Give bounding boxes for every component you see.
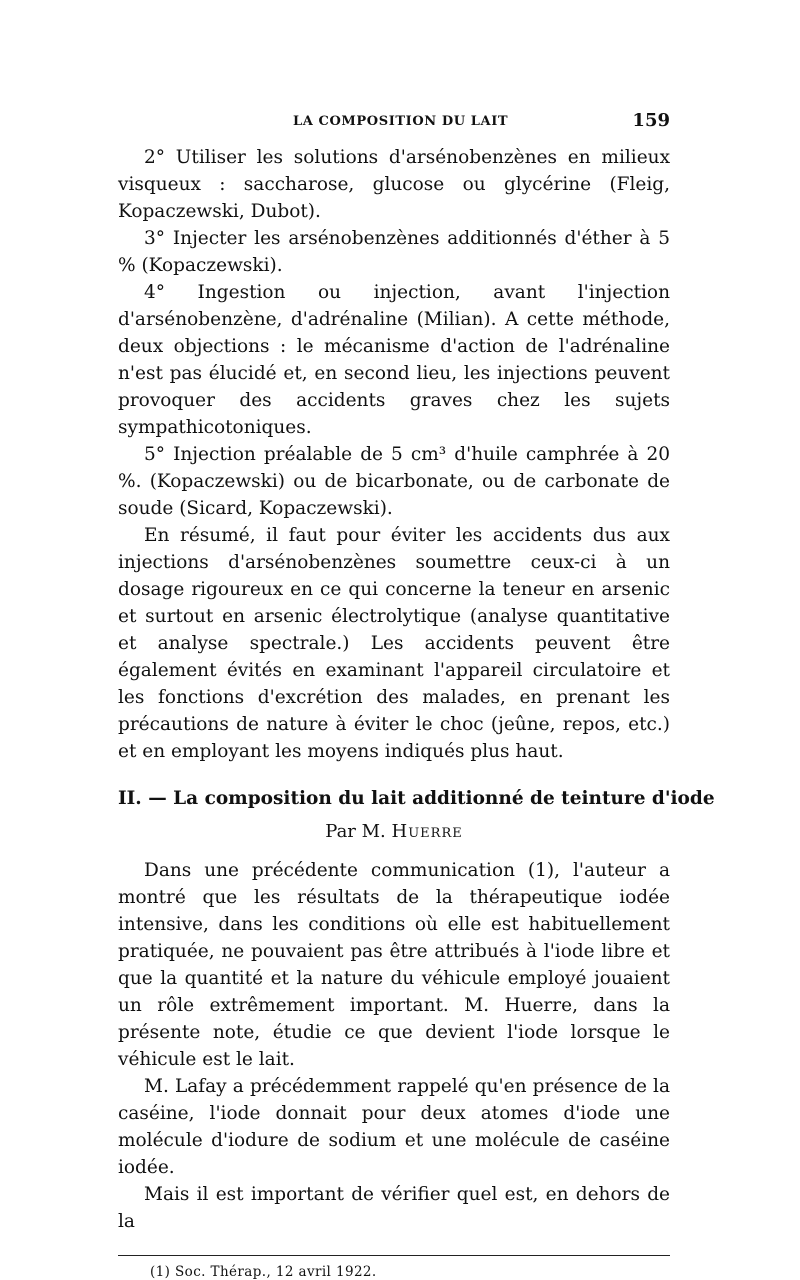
- paragraph: Dans une précédente communication (1), l'auteur a montré que les résultats de la thérapeutique iodée intensive, dans les conditions où elle est habituellement pratiquée, ne pouvaient pas être attribués à l'iode libre et que la quantité et la nature du véhicule employé jouaient un rôle extrêmement important. M. Huerre, dans la présente note, étudie ce que devient l'iode lorsque le véhicule est le lait.: [118, 860, 670, 1070]
- byline-prefix: Par M.: [325, 821, 386, 842]
- paragraph: 3° Injecter les arsénobenzènes additionnés d'éther à 5 % (Kopaczewski).: [118, 228, 670, 276]
- body-text-top: [118, 144, 670, 765]
- footnote-rule: [118, 1255, 670, 1256]
- running-title: LA COMPOSITION DU LAIT: [293, 114, 509, 129]
- document-page: [118, 110, 715, 1280]
- body-text-bottom: [118, 857, 670, 1235]
- paragraph: En résumé, il faut pour éviter les accidents dus aux injections d'arsénobenzènes soumettre ceux-ci à un dosage rigoureux en ce qui concerne la teneur en arsenic et surtout en arsenic électrolytique (analyse quantitative et analyse spectrale.) Les accidents peuvent être également évités en examinant l'appareil circulatoire et les fonctions d'excrétion des malades, en prenant les précautions de nature à éviter le choc (jeûne, repos, etc.) et en employant les moyens indiqués plus haut.: [118, 525, 670, 762]
- byline-author: Huerre: [391, 821, 463, 842]
- paragraph: 4° Ingestion ou injection, avant l'injection d'arsénobenzène, d'adrénaline (Milian). A cette méthode, deux objections : le mécanisme d'action de l'adrénaline n'est pas élucidé et, en second lieu, les injections peuvent provoquer des accidents graves chez les sujets sympathicotoniques.: [118, 282, 670, 438]
- running-head: [118, 110, 670, 138]
- paragraph: Mais il est important de vérifier quel est, en dehors de la: [118, 1184, 670, 1232]
- paragraph: 5° Injection préalable de 5 cm³ d'huile camphrée à 20 %. (Kopaczewski) ou de bicarbonate, ou de carbonate de soude (Sicard, Kopaczewski).: [118, 444, 670, 519]
- paragraph: 2° Utiliser les solutions d'arsénobenzènes en milieux visqueux : saccharose, glucose ou glycérine (Fleig, Kopaczewski, Dubot).: [118, 147, 670, 222]
- page-number: 159: [632, 110, 670, 131]
- section-heading: II. — La composition du lait additionné de teinture d'iode: [118, 788, 715, 809]
- byline: [118, 818, 670, 845]
- paragraph: M. Lafay a précédemment rappelé qu'en présence de la caséine, l'iode donnait pour deux atomes d'iode une molécule d'iodure de sodium et une molécule de caséine iodée.: [118, 1076, 670, 1178]
- footnote: (1) Soc. Thérap., 12 avril 1922.: [150, 1264, 377, 1280]
